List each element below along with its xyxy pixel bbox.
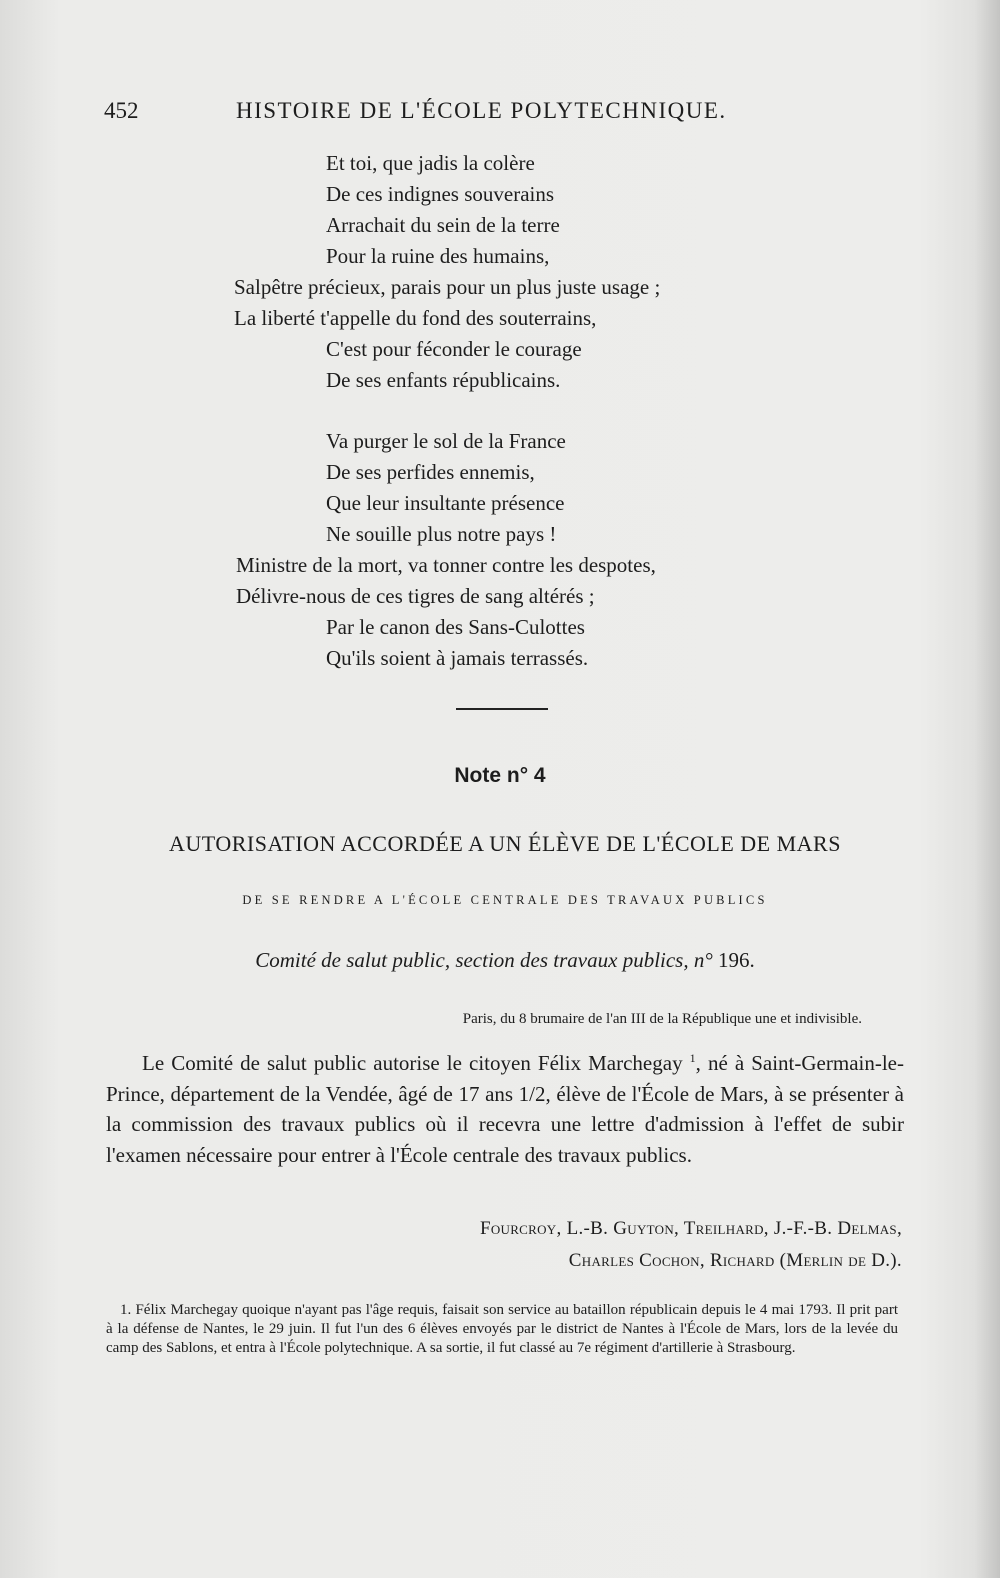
footnote-reference: 1 bbox=[689, 1051, 696, 1065]
poem-line: Délivre-nous de ces tigres de sang altérés ; bbox=[236, 584, 595, 608]
poem-line: Que leur insultante présence bbox=[326, 491, 565, 515]
footnote-text: 1. Félix Marchegay quoique n'ayant pas l'âge requis, faisait son service au bataillon républicain depuis le 4 mai 1793. Il prit part à la défense de Nantes, le 29 juin. Il fut l'un des 6 élèves envoyés par le district de Nantes à l'École de Mars, lors de la levée du camp des Sablons, et entra à l'École polytechnique. A sa sortie, il fut classé au 7e régiment d'artillerie à Strasbourg. bbox=[106, 1302, 898, 1356]
body-text-start: Le Comité de salut public autorise le citoyen Félix Marchegay bbox=[142, 1051, 683, 1075]
poem-line: Ministre de la mort, va tonner contre les despotes, bbox=[236, 553, 656, 577]
poem-line: De ces indignes souverains bbox=[326, 182, 555, 206]
poem-line: De ses enfants républicains. bbox=[326, 368, 561, 392]
dateline: Paris, du 8 brumaire de l'an III de la République une et indivisible. bbox=[462, 1011, 862, 1027]
authorization-text bbox=[106, 1043, 904, 1170]
signatures-line-2: Charles Cochon, Richard (Merlin de D.). bbox=[568, 1250, 902, 1271]
note-subheading: DE SE RENDRE A L'ÉCOLE CENTRALE DES TRAVAUX PUBLICS bbox=[242, 893, 768, 907]
running-head bbox=[104, 98, 784, 132]
body-text-end: , né à Saint-Germain-le-Prince, département de la Vendée, âgé de 17 ans 1/2, élève de l'École de Mars, à se présenter à la commission des travaux publics où il recevra une lettre d'admission à l'effet de subir l'examen nécessaire pour entrer à l'École centrale des travaux publics. bbox=[106, 1051, 904, 1167]
running-title: HISTOIRE DE L'ÉCOLE POLYTECHNIQUE. bbox=[236, 98, 727, 123]
page-edge-shadow bbox=[974, 0, 1000, 1578]
poem-line: Qu'ils soient à jamais terrassés. bbox=[326, 646, 589, 670]
poem-line: La liberté t'appelle du fond des souterrains, bbox=[234, 306, 597, 330]
section-divider bbox=[456, 708, 548, 710]
body-paragraph bbox=[106, 1043, 904, 1170]
poem-line: Va purger le sol de la France bbox=[326, 429, 566, 453]
poem-line: Et toi, que jadis la colère bbox=[326, 151, 535, 175]
poem-line: Arrachait du sein de la terre bbox=[326, 213, 560, 237]
committee-number: 196. bbox=[718, 948, 755, 972]
signatures-line-1: Fourcroy, L.-B. Guyton, Treilhard, J.-F.-B. Delmas, bbox=[479, 1218, 902, 1239]
poem-line: Salpêtre précieux, parais pour un plus juste usage ; bbox=[234, 275, 661, 299]
poem-line: Pour la ruine des humains, bbox=[326, 244, 550, 268]
committee-line bbox=[0, 948, 1000, 973]
note-title: Note n° 4 bbox=[454, 764, 546, 787]
footnote bbox=[106, 1301, 898, 1358]
poem-line: Ne souille plus notre pays ! bbox=[326, 522, 557, 546]
poem-line: Par le canon des Sans-Culottes bbox=[326, 615, 585, 639]
note-heading: AUTORISATION ACCORDÉE A UN ÉLÈVE DE L'ÉCOLE DE MARS bbox=[169, 831, 841, 856]
page-number: 452 bbox=[104, 98, 139, 123]
poem-line: C'est pour féconder le courage bbox=[326, 337, 582, 361]
poem-line: De ses perfides ennemis, bbox=[326, 460, 535, 484]
committee-text: Comité de salut public, section des travaux publics, n° bbox=[255, 948, 713, 972]
